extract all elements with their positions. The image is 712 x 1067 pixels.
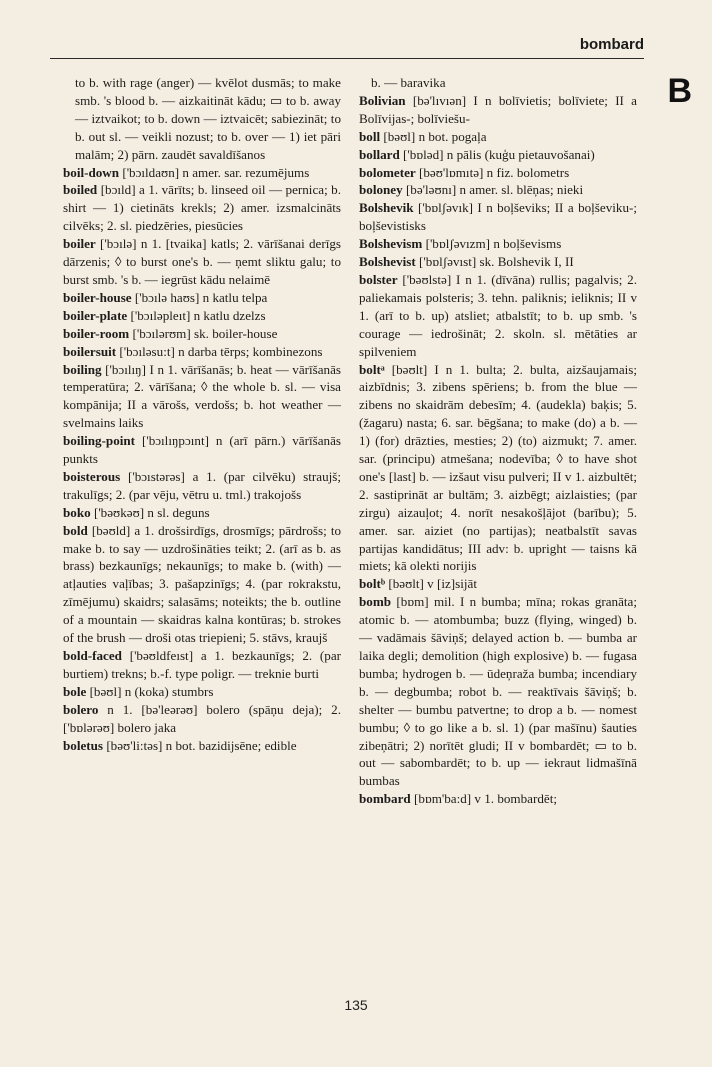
entry-definition: ['bɒlʃəvık] I n boļševiks; II a boļševiku-; boļševistisks [359,200,637,234]
dictionary-entry [359,146,637,164]
entry-headword: boletus [63,737,104,753]
dictionary-entry [63,164,341,182]
entry-definition: [bəʊl] n (koka) stumbrs [89,683,214,699]
entry-headword: bolero [63,701,99,717]
entry-definition: [bɒm'ba:d] v 1. bombardēt; [413,791,557,807]
entry-definition: ['bɒlʃəvızm] n boļševisms [425,236,562,252]
dictionary-entry [63,504,341,522]
entry-definition: ['bɒlʃəvıst] sk. Bolshevik I, II [419,254,574,270]
entry-definition: [bə'lıvıən] I n bolīvietis; bolīviete; II a Bolīvijas-; bolīviešu- [359,92,637,126]
entry-headword: boiler-house [63,289,132,305]
dictionary-entry [63,701,341,737]
entry-definition: ['bəʊkəʊ] n sl. deguns [93,504,210,520]
dictionary-entry [63,343,341,361]
entry-definition: to b. with rage (anger) — kvēlot dusmās; to make smb. 's blood b. — aizkaitināt kādu; ▭ to b. away — iztvaikot; to b. down — iztvaicēt; sabiezināt; to b. out sl. — veikli nozust; to b. over — 1) iet pāri malām; 2) pārn. zaudēt savaldīšanos [75,75,341,162]
entry-definition: b. — baravika [371,75,446,90]
dictionary-entry [63,325,341,343]
dictionary-entry [63,235,341,289]
dictionary-entry [359,575,637,593]
thumb-index-letter: B [667,72,692,110]
entry-definition: [bə'ləʊnı] n amer. sl. blēņas; nieki [405,182,584,198]
entry-headword: Bolshevik [359,200,414,216]
entry-headword: Bolshevism [359,236,423,252]
right-column [359,74,637,808]
entry-definition: ['bɔıləsu:t] n darba tērps; kombinezons [119,343,323,359]
entry-definition: [bəʊld] a 1. drošsirdīgs, drosmīgs; pārdrošs; to make b. to say — uzdrošināties teikt; 2. (arī as b. as brass) bezkaunīgs; nekaunīgs; to make b. (with) — atļauties vaļības; 3. pašapzinīgs; 4. (par rokrakstu, zīmējumu) skaidrs; salasāms; noteikts; the b. outline of a mountain — skaidras kalna kontūras; b. strokes of the brush — droši otas triepieni; 5. stāvs, kraujš [63,522,341,646]
dictionary-entry [359,74,637,92]
header-rule [50,58,644,59]
dictionary-entry [359,199,637,235]
dictionary-entry [63,468,341,504]
entry-headword: boloney [359,182,403,198]
dictionary-entry [359,92,637,128]
entry-definition: [bɔıld] a 1. vārīts; b. linseed oil — pernica; b. shirt — 1) cietināts krekls; 2) amer. izsmalcināts cilvēks; 2. sl. piedzēries, piesūcies [63,182,341,234]
entry-headword: bomb [359,594,392,610]
entry-headword: bolometer [359,164,416,180]
dictionary-entry [359,253,637,271]
entry-headword: boltᵃ [359,361,385,377]
entry-headword: boiler-room [63,325,130,341]
dictionary-entry [359,790,637,808]
entry-definition: [bəʊ'lɒmıtə] n fiz. bolometrs [419,164,570,180]
page-number: 135 [344,997,368,1013]
entry-headword: Bolivian [359,92,406,108]
entry-headword: bold-faced [63,648,122,663]
entry-definition: [bɒm] mil. I n bumba; mīna; rokas granāta; atomic b. — atombumba; buzz (flying, winged) b. — vadāmais šāviņš; delayed action b. — bumba ar laika degli; demolition (high explosive) b. — fugasa bumba; hydrogen b. — ūdeņraža bumba; incendiary b. — degbumba; robot b. — reaktīvais šāviņš; b. shelter — bumbu patvertne; to drop a b. — nomest bumbu; ◊ to go like a b. sl. 1) (par mašīnu) šauties zibeņātri; 2) norītēt gludi; II v bombardēt; ▭ to b. out — sabombardēt; to b. up — iekraut lidmašīnā bumbas [359,594,637,789]
entry-headword: Bolshevist [359,254,416,270]
entry-headword: boiler [63,236,96,252]
entry-definition: ['bɔılıŋ] I n 1. vārīšanās; b. heat — vārīšanās temperatūra; 2. vārīšana; ◊ the whole b. sl. — visa kompānija; II a vārošs, verdošs; b. hot weather — svelmains laiks [63,361,341,431]
entry-headword: boko [63,504,91,520]
dictionary-entry [63,361,341,433]
entry-definition: ['bəʊlstə] I n 1. (dīvāna) rullis; pagalvis; 2. paliekamais polsteris; 3. tehn. paliknis; ieliknis; II v 1. (arī to b. up) atsliet; atbalstīt; to b. up smb. 's courage — iedrošināt; 2. skoln. sl. mētāties ar spilveniem [359,271,637,359]
dictionary-entry [359,235,637,253]
entry-headword: boiler-plate [63,307,128,323]
entry-definition: ['bəʊldfeıst] a 1. bezkaunīgs; 2. (par burtiem) trekns; b.-f. type poligr. — treknie burti [63,648,341,681]
running-head: bombard [579,36,644,53]
entry-headword: bollard [359,146,400,162]
entry-headword: boisterous [63,468,121,484]
entry-definition: ['bɔılə haʊs] n katlu telpa [134,289,268,305]
dictionary-entry [63,289,341,307]
left-column [63,74,341,754]
entry-headword: boiled [63,182,98,198]
entry-definition: ['bɔılə] n 1. [tvaika] katls; 2. vārīšanai derīgs dārzenis; ◊ to burst one's b. — ņemt sliktu galu; to burst smb. 's b. — iegrūst kādu nelaimē [63,236,341,287]
entry-headword: boiling [63,361,102,377]
entry-definition: [bəʊlt] I n 1. bulta; 2. bulta, aizšaujamais; aizbīdnis; 3. zibens spēriens; b. from the blue — zibens no skaidrām debesīm; 4. (audekla) baķis; 5. (žagaru) nasta; 6. sar. bēgšana; to make (do) a b. — 1) (for) drāzties, mesties; 2) (to) aizmukt; 7. amer. sar. (principu) atmešana; nodevība; ◊ to have shot one's [last] b. — izšaut visu pulveri; II v 1. aizbultēt; 2. sastiprināt ar bultām; 3. aizbēgt; aizlaisties; (par zirgu) aizauļot; 4. norīt nesakošļājot (barību); 5. amer. sar. aiziet (no partijas); neatbalstīt savas partijas kandidātus; III adv: b. upright — taisns kā miets; kā olekti norijis [359,361,637,574]
entry-definition: n 1. [bə'leərəʊ] bolero (spāņu deja); 2. ['bɒlərəʊ] bolero jaka [63,701,341,735]
entry-definition: ['bɔıstərəs] a 1. (par cilvēku) straujš; trakulīgs; 2. (par vēju, vētru u. tml.) trakojošs [63,468,341,502]
entry-headword: boilersuit [63,343,117,359]
entry-definition: [bəʊ'li:təs] n bot. bazidijsēne; edible [106,737,297,753]
dictionary-entry [359,361,637,576]
entry-headword: bombard [359,791,411,807]
entry-definition: ['bɔılərʊm] sk. boiler-house [132,325,278,341]
dictionary-entry [359,271,637,361]
dictionary-entry [359,164,637,182]
dictionary-entry [63,181,341,235]
dictionary-entry [63,737,341,755]
entry-definition: [bəʊl] n bot. pogaļa [383,128,487,144]
entry-definition: ['bɒləd] n pālis (kuģu pietauvošanai) [403,146,595,162]
dictionary-entry [63,683,341,701]
entry-headword: boil-down [63,164,120,180]
entry-definition: ['bɔıldaʊn] n amer. sar. rezumējums [122,164,310,180]
dictionary-entry [63,522,341,647]
dictionary-entry [63,432,341,468]
dictionary-entry [359,181,637,199]
entry-definition: ['bɔılıŋpɔınt] n (arī pārn.) vārīšanās punkts [63,433,341,467]
dictionary-entry [63,647,341,683]
entry-headword: boiling-point [63,433,136,449]
entry-headword: boll [359,128,381,144]
dictionary-entry [63,74,341,164]
dictionary-entry [359,128,637,146]
entry-headword: bolster [359,271,398,287]
entry-headword: bole [63,683,87,699]
entry-definition: ['bɔıləpleıt] n katlu dzelzs [130,307,266,323]
entry-headword: bold [63,522,88,538]
dictionary-entry [359,593,637,790]
entry-definition: [bəʊlt] v [iz]sijāt [388,576,477,592]
dictionary-entry [63,307,341,325]
entry-headword: boltᵇ [359,576,386,592]
